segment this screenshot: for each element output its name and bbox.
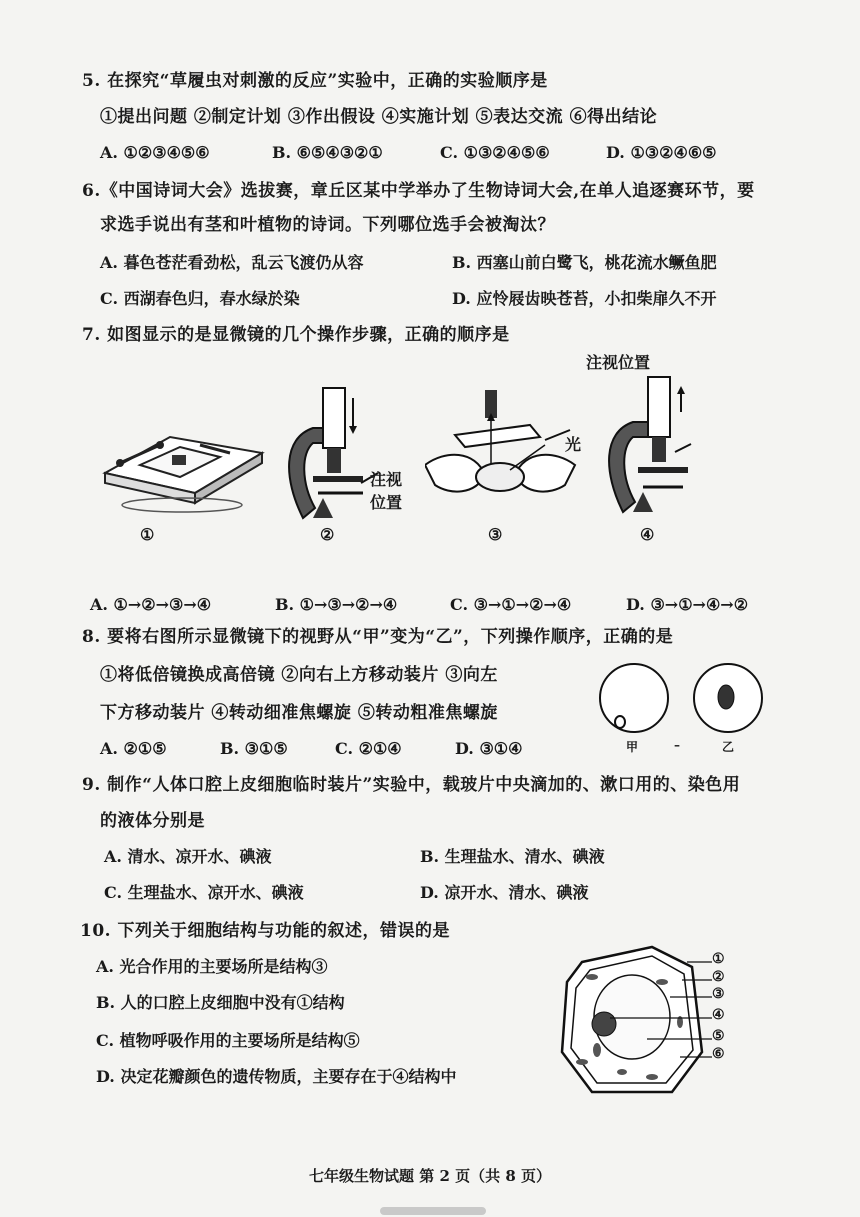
microscope-stage-figure <box>100 415 265 515</box>
cell-label-4: ④ <box>712 1007 725 1023</box>
q7-stem: 7. 如图显示的是显微镜的几个操作步骤，正确的顺序是 <box>82 325 510 345</box>
cell-label-3: ③ <box>712 986 725 1002</box>
q5-steps: ①提出问题 ②制定计划 ③作出假设 ④实施计划 ⑤表达交流 ⑥得出结论 <box>100 107 658 127</box>
q8-option-a: A. ②①⑤ <box>100 739 167 758</box>
q7-option-b: B. ①→③→②→④ <box>275 595 398 614</box>
q9-option-b: B. 生理盐水、清水、碘液 <box>420 847 605 866</box>
q7-fig-label-2: ② <box>320 525 335 544</box>
q9-stem-line1: 9. 制作“人体口腔上皮细胞临时装片”实验中，载玻片中央滴加的、漱口用的、染色用 <box>82 775 741 795</box>
cell-label-1: ① <box>712 951 725 967</box>
q9-option-c: C. 生理盐水、凉开水、碘液 <box>104 883 304 902</box>
q7-option-c: C. ③→①→②→④ <box>450 595 572 614</box>
q5-option-b: B. ⑥⑤④③②① <box>272 143 383 162</box>
q8-stem: 8. 要将右图所示显微镜下的视野从“甲”变为“乙”，下列操作顺序，正确的是 <box>82 627 674 647</box>
cell-label-6: ⑥ <box>712 1046 725 1062</box>
field-label-arrow: – <box>674 738 680 752</box>
watch-position-text-b: 位置 <box>370 493 403 512</box>
mirror-adjust-figure <box>425 385 585 520</box>
q5-option-c: C. ①③②④⑤⑥ <box>440 143 550 162</box>
light-text: 光 <box>565 435 582 454</box>
q7-fig-label-3: ③ <box>488 525 503 544</box>
watch-position-top-text: 注视位置 <box>586 353 651 372</box>
plant-cell-figure <box>552 942 732 1102</box>
cell-label-2: ② <box>712 969 725 985</box>
q8-steps-line2: 下方移动装片 ④转动细准焦螺旋 ⑤转动粗准焦螺旋 <box>100 703 498 723</box>
q6-option-a: A. 暮色苍茫看劲松，乱云飞渡仍从容 <box>100 253 364 272</box>
q7-option-d: D. ③→①→④→② <box>626 595 749 614</box>
microscope-raising-figure <box>603 372 703 522</box>
q7-option-a: A. ①→②→③→④ <box>90 595 212 614</box>
scroll-indicator[interactable] <box>380 1207 486 1215</box>
q9-option-d: D. 凉开水、清水、碘液 <box>420 883 589 902</box>
q8-option-b: B. ③①⑤ <box>220 739 288 758</box>
q10-option-a: A. 光合作用的主要场所是结构③ <box>96 957 328 976</box>
microscope-lowering-figure <box>283 368 383 528</box>
q7-fig-label-4: ④ <box>640 525 655 544</box>
field-label-yi: 乙 <box>722 740 735 754</box>
page-footer: 七年级生物试题 第 2 页（共 8 页） <box>309 1167 551 1185</box>
q10-stem: 10. 下列关于细胞结构与功能的叙述，错误的是 <box>80 921 450 941</box>
q8-option-c: C. ②①④ <box>335 739 402 758</box>
q10-option-c: C. 植物呼吸作用的主要场所是结构⑤ <box>96 1031 360 1050</box>
q10-option-b: B. 人的口腔上皮细胞中没有①结构 <box>96 993 345 1012</box>
q6-option-c: C. 西湖春色归，春水绿於染 <box>100 289 300 308</box>
q7-fig-label-1: ① <box>140 525 155 544</box>
q6-option-b: B. 西塞山前白鹭飞，桃花流水鳜鱼肥 <box>452 253 717 272</box>
q5-option-a: A. ①②③④⑤⑥ <box>100 143 210 162</box>
q5-stem: 5. 在探究“草履虫对刺激的反应”实验中，正确的实验顺序是 <box>82 71 548 91</box>
field-label-jia: 甲 <box>626 740 639 754</box>
q10-option-d: D. 决定花瓣颜色的遗传物质，主要存在于④结构中 <box>96 1067 457 1086</box>
q8-steps-line1: ①将低倍镜换成高倍镜 ②向右上方移动装片 ③向左 <box>100 665 498 685</box>
watch-position-text-a: 注视 <box>370 470 403 489</box>
q6-stem-line1: 6.《中国诗词大会》选拔赛，章丘区某中学举办了生物诗词大会,在单人追逐赛环节，要 <box>82 181 755 201</box>
cell-label-5: ⑤ <box>712 1028 725 1044</box>
q8-option-d: D. ③①④ <box>455 739 523 758</box>
q6-stem-line2: 求选手说出有茎和叶植物的诗词。下列哪位选手会被淘汰？ <box>100 215 555 235</box>
q6-option-d: D. 应怜屐齿映苍苔，小扣柴扉久不开 <box>452 289 717 308</box>
q5-option-d: D. ①③②④⑥⑤ <box>606 143 717 162</box>
field-of-view-figure <box>598 660 773 740</box>
q9-stem-line2: 的液体分别是 <box>100 811 205 831</box>
q9-option-a: A. 清水、凉开水、碘液 <box>104 847 272 866</box>
